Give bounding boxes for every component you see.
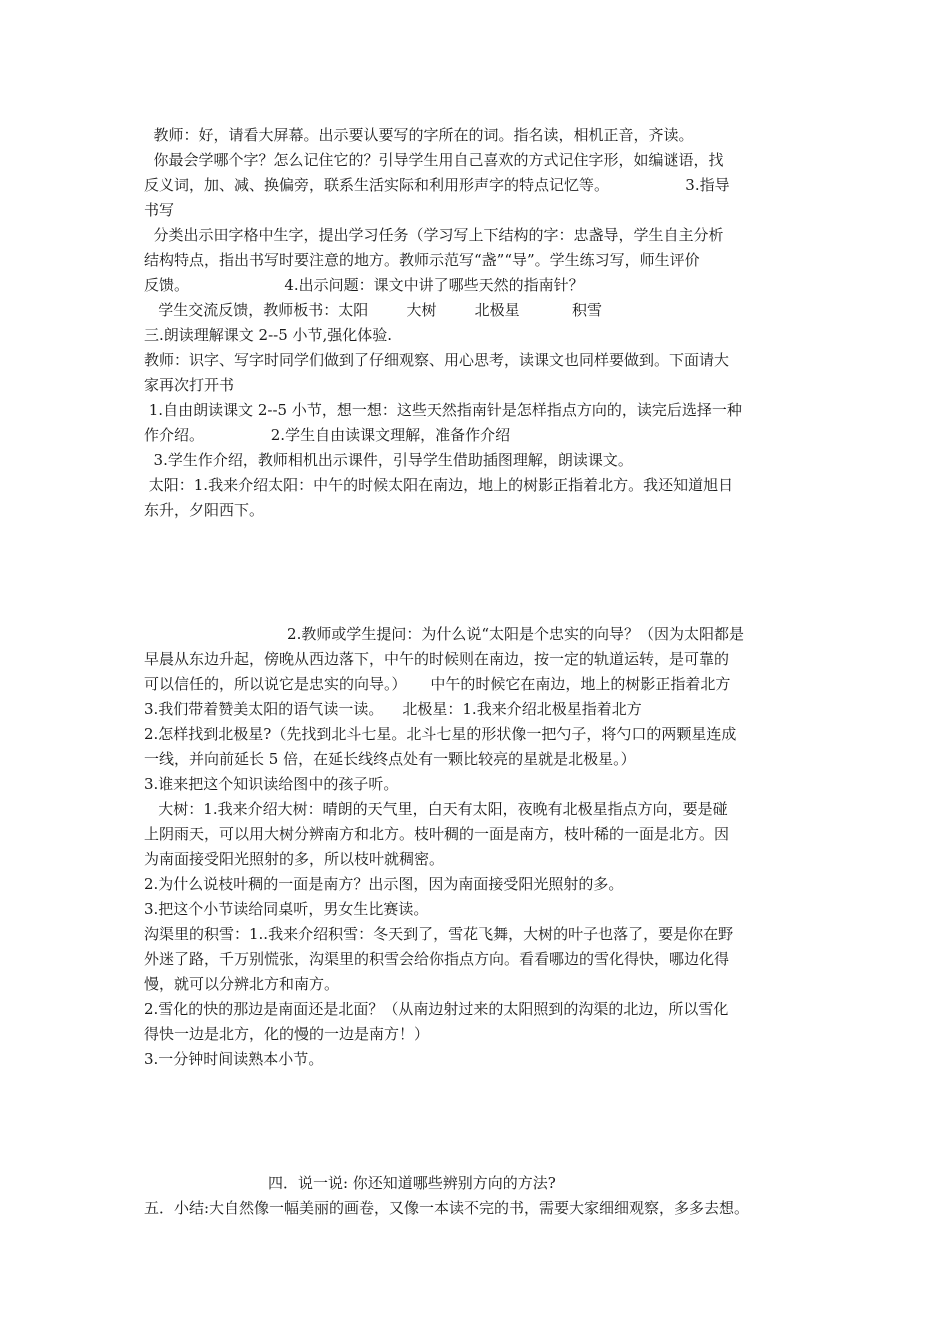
paragraph-line: 2.雪化的快的那边是南面还是北面？（从南边射过来的太阳照到的沟渠的北边，所以雪化: [144, 1000, 729, 1018]
paragraph-line: 太阳：1.我来介绍太阳：中午的时候太阳在南边，地上的树影正指着北方。我还知道旭日: [144, 476, 734, 494]
paragraph-line: 教师：好，请看大屏幕。出示要认要写的字所在的词。指名读，相机正音，齐读。: [144, 126, 694, 144]
paragraph-line: 沟渠里的积雪：1..我来介绍积雪：冬天到了，雪花飞舞，大树的叶子也落了，要是你在野: [144, 925, 734, 943]
paragraph-line: 2.教师或学生提问：为什么说“太阳是个忠实的向导？（因为太阳都是: [144, 625, 745, 643]
paragraph-line: 3.一分钟时间读熟本小节。: [144, 1050, 324, 1068]
paragraph-line: 东升，夕阳西下。: [144, 501, 265, 519]
section-heading: 四．说一说: 你还知道哪些辨别方向的方法?: [144, 1174, 556, 1192]
paragraph-line: 你最会学哪个字？怎么记住它的？引导学生用自己喜欢的方式记住字形，如编谜语，找: [144, 151, 724, 169]
paragraph-line: 得快一边是北方，化的慢的一边是南方！）: [144, 1025, 430, 1043]
section-heading: 三.朗读理解课文 2--5 小节,强化体验.: [144, 326, 393, 344]
section-heading: 五．小结:大自然像一幅美丽的画卷，又像一本读不完的书，需要大家细细观察，多多去想。: [144, 1199, 750, 1217]
paragraph-line: 早晨从东边升起，傍晚从西边落下，中午的时候则在南边，按一定的轨道运转，是可靠的: [144, 650, 730, 668]
paragraph-line: 2.为什么说枝叶稠的一面是南方？出示图，因为南面接受阳光照射的多。: [144, 875, 624, 893]
paragraph-line: 外迷了路，千万别慌张，沟渠里的积雪会给你指点方向。看看哪边的雪化得快，哪边化得: [144, 950, 730, 968]
paragraph-line: 3.学生作介绍，教师相机出示课件，引导学生借助插图理解，朗读课文。: [144, 451, 633, 469]
paragraph-line: 反义词，加、减、换偏旁，联系生活实际和利用形声字的特点记忆等。 3.指导: [144, 176, 730, 194]
paragraph-line: 2.怎样找到北极星?（先找到北斗七星。北斗七星的形状像一把勺子，将勺口的两颗星连成: [144, 725, 737, 743]
paragraph-line: 可以信任的，所以说它是忠实的向导。） 中午的时候它在南边，地上的树影正指着北方: [144, 675, 731, 693]
paragraph-line: 作介绍。 2.学生自由读课文理解，准备作介绍: [144, 426, 511, 444]
paragraph-line: 结构特点，指出书写时要注意的地方。教师示范写“盏”“导”。学生练习写，师生评价: [144, 251, 700, 269]
paragraph-line: 书写: [144, 201, 175, 219]
paragraph-line: 家再次打开书: [144, 376, 235, 394]
paragraph-line: 上阴雨天，可以用大树分辨南方和北方。枝叶稠的一面是南方，枝叶稀的一面是北方。因: [144, 825, 730, 843]
paragraph-line: 学生交流反馈，教师板书：太阳 大树 北极星 积雪: [144, 301, 603, 319]
paragraph-line: 3.谁来把这个知识读给图中的孩子听。: [144, 775, 399, 793]
paragraph-line: 反馈。 4.出示问题：课文中讲了哪些天然的指南针？: [144, 276, 584, 294]
paragraph-line: 为南面接受阳光照射的多，所以枝叶就稠密。: [144, 850, 445, 868]
paragraph-line: 1.自由朗读课文 2--5 小节，想一想：这些天然指南针是怎样指点方向的，读完后选择一种: [144, 401, 742, 419]
paragraph-line: 分类出示田字格中生字，提出学习任务（学习写上下结构的字：忠盏导，学生自主分析: [144, 226, 724, 244]
paragraph-line: 慢，就可以分辨北方和南方。: [144, 975, 340, 993]
paragraph-line: 大树：1.我来介绍大树：晴朗的天气里，白天有太阳，夜晚有北极星指点方向，要是碰: [144, 800, 728, 818]
paragraph-line: 一线，并向前延长 5 倍，在延长线终点处有一颗比较亮的星就是北极星。）: [144, 750, 636, 768]
paragraph-line: 教师：识字、写字时同学们做到了仔细观察、用心思考，读课文也同样要做到。下面请大: [144, 351, 730, 369]
paragraph-line: 3.把这个小节读给同桌听，男女生比赛读。: [144, 900, 429, 918]
paragraph-line: 3.我们带着赞美太阳的语气读一读。 北极星：1.我来介绍北极星指着北方: [144, 700, 642, 718]
